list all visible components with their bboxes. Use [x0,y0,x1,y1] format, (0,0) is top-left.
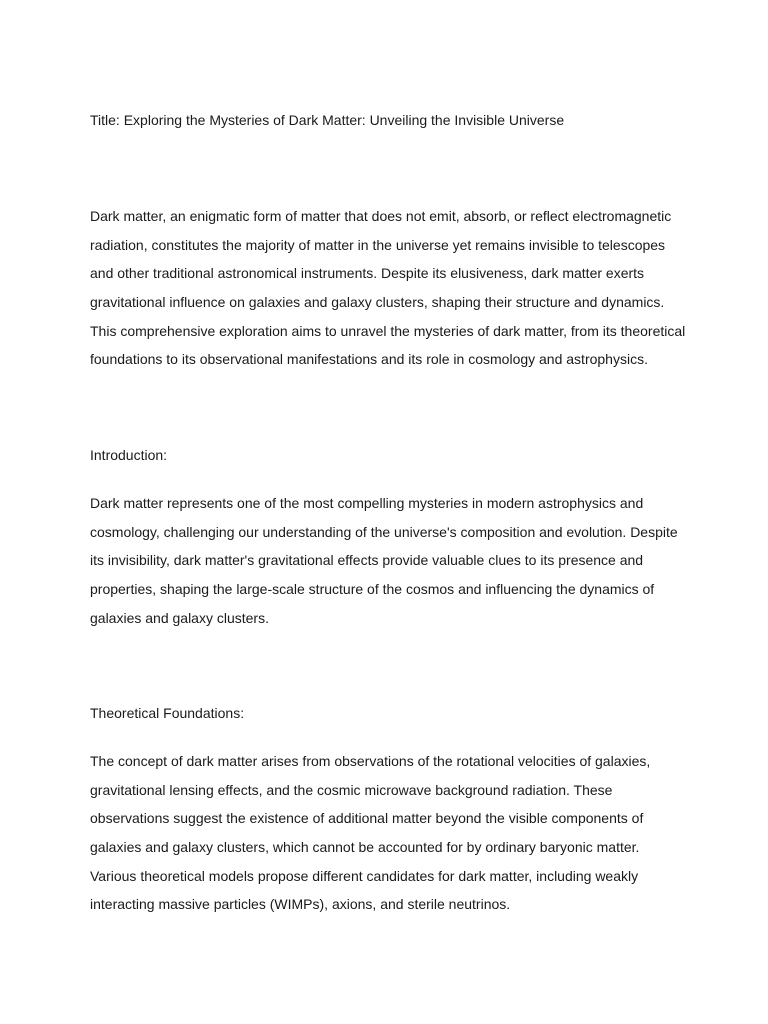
paragraph-line: and other traditional astronomical instruments. Despite its elusiveness, dark matter exerts [90,265,645,282]
document-title [90,106,690,135]
section-heading-text: Theoretical Foundations: [90,705,245,721]
paragraph-line: galaxies and galaxy clusters. [90,609,269,626]
paragraph-line: Dark matter, an enigmatic form of matter that does not emit, absorb, or reflect electromagnetic [90,208,672,224]
paragraph-line: radiation, constitutes the majority of matter in the universe yet remains invisible to telescopes [90,236,666,253]
paragraph-line: Dark matter represents one of the most compelling mysteries in modern astrophysics and [90,495,644,511]
paragraph-line: foundations to its observational manifestations and its role in cosmology and astrophysics. [90,351,648,368]
paragraph-line: The concept of dark matter arises from observations of the rotational velocities of galaxies, [90,753,651,769]
section-heading-introduction [90,441,690,470]
paragraph-line: observations suggest the existence of additional matter beyond the visible components of [90,810,644,827]
document-title-text: Title: Exploring the Mysteries of Dark Matter: Unveiling the Invisible Universe [90,112,565,128]
introduction-paragraph [90,489,690,632]
paragraph-line: interacting massive particles (WIMPs), axions, and sterile neutrinos. [90,896,511,913]
paragraph-line: Various theoretical models propose different candidates for dark matter, including weakly [90,867,639,884]
paragraph-line: properties, shaping the large-scale structure of the cosmos and influencing the dynamics of [90,581,655,598]
paragraph-line: cosmology, challenging our understanding of the universe's composition and evolution. Despite [90,523,678,540]
theoretical-foundations-paragraph [90,747,690,919]
paragraph-line: This comprehensive exploration aims to unravel the mysteries of dark matter, from its theoretical [90,322,686,339]
paragraph-line: gravitational lensing effects, and the cosmic microwave background radiation. These [90,781,613,798]
paragraph-line: galaxies and galaxy clusters, which cannot be accounted for by ordinary baryonic matter. [90,839,640,856]
section-heading-text: Introduction: [90,447,168,463]
paragraph-line: its invisibility, dark matter's gravitational effects provide valuable clues to its presence and [90,552,644,569]
intro-paragraph [90,202,690,374]
paragraph-line: gravitational influence on galaxies and galaxy clusters, shaping their structure and dynamics. [90,294,665,311]
section-heading-theoretical-foundations [90,699,690,728]
